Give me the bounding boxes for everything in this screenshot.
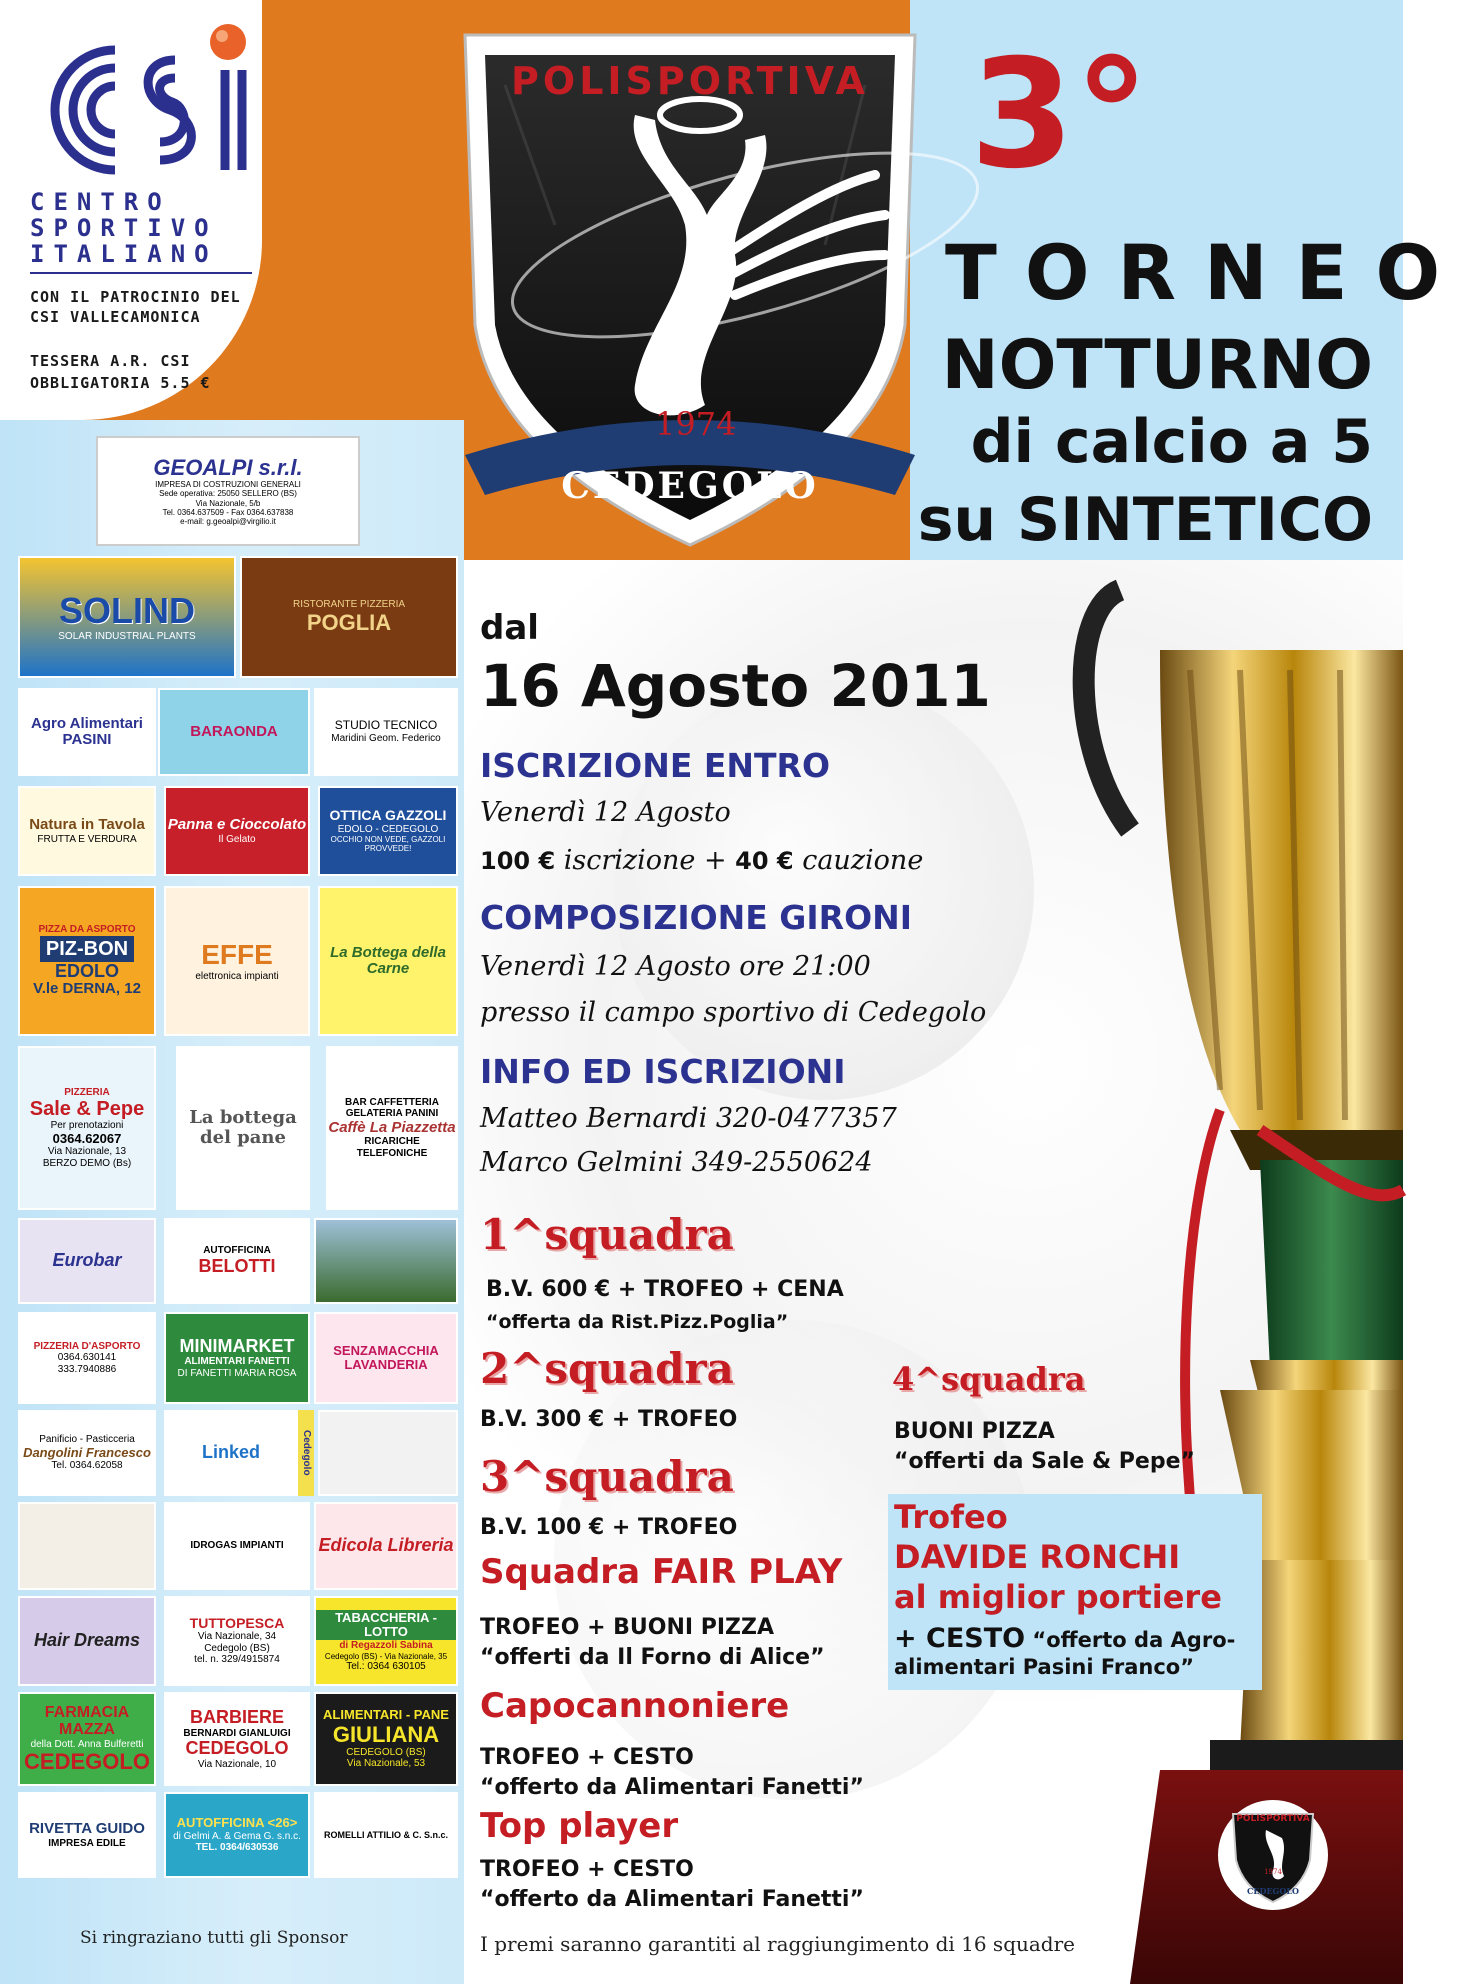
goalkeeper-heading-3: al miglior portiere — [894, 1578, 1222, 1616]
sponsor-panna-sub: Il Gelato — [218, 833, 256, 845]
sponsor-rivetta-sub: IMPRESA EDILE — [48, 1837, 126, 1849]
gironi-place: presso il campo sportivo di Cedegolo — [480, 997, 987, 1028]
cauzione-label: cauzione — [793, 845, 924, 876]
sponsor-pizbon-city: EDOLO — [54, 960, 119, 981]
sponsor-pizbon-sub: PIZZA DA ASPORTO — [38, 924, 136, 936]
sponsor-eurobar-name: Eurobar — [52, 1250, 122, 1271]
sponsor-jabach — [318, 1410, 458, 1496]
sponsor-baraonda-name: BARAONDA — [190, 722, 278, 740]
goalkeeper-cesto: + CESTO — [894, 1623, 1026, 1654]
sponsor-effe-sub: elettronica impianti — [195, 970, 279, 982]
sponsor-tabaccheria-owner: di Regazzoli Sabina — [339, 1640, 433, 1652]
sponsor-pizbon-name: PIZ-BON — [40, 936, 134, 962]
capocannoniere-heading: Capocannoniere — [480, 1686, 790, 1726]
sponsor-minimarket — [164, 1312, 310, 1404]
title-notturno: NOTTURNO — [941, 326, 1373, 405]
sponsor-solind-sub: SOLAR INDUSTRIAL PLANTS — [58, 631, 196, 643]
sponsor-linked-name: Linked — [201, 1442, 260, 1463]
sponsor-cedegolo-strip-text: Cedegolo — [300, 1430, 312, 1476]
fair-play-line-2: “offerti da Il Forno di Alice” — [480, 1645, 825, 1670]
sponsor-tuttopesca-addr: Via Nazionale, 34 — [197, 1631, 277, 1643]
prize-2-heading: 2^squadra — [480, 1344, 734, 1393]
shield-town: CEDEGOLO — [561, 465, 819, 507]
sponsor-studio-sub: Maridini Geom. Federico — [331, 733, 441, 745]
sponsor-piazzetta-head: BAR CAFFETTERIA GELATERIA PANINI — [345, 1096, 439, 1120]
sponsor-hair — [18, 1596, 156, 1686]
sponsor-bottega-pane-name: La bottega del pane — [189, 1107, 297, 1148]
trophy-badge-town: CEDEGOLO — [1247, 1886, 1299, 1896]
prize-1-line-2: “offerta da Rist.Pizz.Poglia” — [486, 1311, 789, 1333]
sponsor-tuttopesca-name: TUTTOPESCA — [189, 1615, 285, 1632]
sponsor-pasini — [18, 688, 156, 776]
sponsor-autofficina26-tel: TEL. 0364/630536 — [195, 1842, 279, 1854]
sponsor-natura-name: Natura in Tavola — [29, 816, 145, 833]
sponsor-barbiere-name: BARBIERE — [189, 1706, 284, 1727]
sponsor-geoalpi-tel: Tel. 0364.637509 - Fax 0364.637838 — [162, 507, 294, 517]
sponsor-barbiere-addr: Via Nazionale, 10 — [197, 1758, 277, 1770]
top-player-heading: Top player — [480, 1806, 679, 1846]
title-calcio: di calcio a 5 — [970, 407, 1373, 477]
sponsor-sale-pepe-sub: PIZZERIA — [64, 1086, 110, 1098]
sponsor-studio-decor — [18, 1502, 156, 1590]
sponsor-farmacia-name: FARMACIA MAZZA — [44, 1703, 130, 1739]
sponsor-romelli-name: ROMELLI ATTILIO & C. S.n.c. — [324, 1829, 448, 1840]
shield-name: POLISPORTIVA — [511, 59, 869, 103]
sponsor-tabaccheria-name: TABACCHERIA - LOTTO — [316, 1610, 456, 1641]
sponsor-geoalpi-name: GEOALPI s.r.l. — [153, 454, 303, 480]
top-player-line-2: “offerto da Alimentari Fanetti” — [480, 1887, 864, 1912]
sponsor-panna-name: Panna e Cioccolato — [167, 816, 307, 833]
iscrizione-fee-label: iscrizione + — [555, 845, 736, 876]
shield-year: 1974 — [655, 405, 737, 443]
sponsor-belotti — [164, 1218, 310, 1304]
sponsor-effe — [164, 886, 310, 1036]
sponsor-tuttopesca — [164, 1596, 310, 1686]
sponsor-cedegolo-strip — [298, 1410, 314, 1496]
sponsor-autofficina26-owner: di Gelmi A. & Gema G. s.n.c. — [173, 1830, 301, 1842]
sponsor-lavanderia — [314, 1312, 458, 1404]
trophy-icon — [1070, 570, 1403, 1984]
sponsor-edicola — [314, 1502, 458, 1590]
prize-3-heading: 3^squadra — [480, 1452, 734, 1501]
sponsor-geoalpi-mail: e-mail: g.geoalpi@virgilio.it — [180, 516, 276, 526]
contact-marco: Marco Gelmini 349-2550624 — [480, 1147, 873, 1178]
sponsor-linked — [164, 1410, 298, 1496]
sponsor-minimarket-sub: ALIMENTARI FANETTI — [184, 1356, 290, 1368]
sponsor-geoalpi — [96, 436, 360, 546]
trophy-badge-name: POLISPORTIVA — [1236, 1814, 1310, 1824]
trophy-badge-year: 1974 — [1264, 1868, 1282, 1876]
sponsor-sale-pepe-tel: 0364.62067 — [52, 1130, 122, 1146]
sponsor-studio-name: STUDIO TECNICO — [334, 718, 438, 733]
sponsor-bottega-carne — [318, 886, 458, 1036]
capocannoniere-line-2: “offerto da Alimentari Fanetti” — [480, 1775, 864, 1800]
sponsor-romelli — [314, 1792, 458, 1878]
tessera-line-1: TESSERA A.R. CSI — [30, 352, 191, 370]
gironi-date: Venerdì 12 Agosto ore 21:00 — [480, 951, 871, 982]
sponsor-giuliana-owner: GIULIANA — [332, 1721, 440, 1747]
prize-4-line-2: “offerti da Sale & Pepe” — [894, 1449, 1195, 1474]
csi-line-italiano: ITALIANO — [30, 240, 218, 268]
sponsor-giuliana — [314, 1692, 458, 1786]
sponsor-tabaccheria — [314, 1596, 458, 1686]
sponsor-rivetta — [18, 1792, 156, 1878]
tournament-word: TORNEO — [945, 228, 1468, 317]
sponsor-studio — [314, 688, 458, 776]
start-date: 16 Agosto 2011 — [480, 652, 991, 720]
sponsor-giuliana-addr: Via Nazionale, 53 — [346, 1758, 426, 1770]
sponsor-minimarket-name: MINIMARKET — [179, 1335, 295, 1356]
fair-play-heading: Squadra FAIR PLAY — [480, 1552, 843, 1592]
sponsor-forno-alice-name: PIZZERIA D'ASPORTO — [33, 1340, 141, 1352]
prize-2-line-1: B.V. 300 € + TROFEO — [480, 1407, 738, 1432]
sponsor-geoalpi-sub: IMPRESA DI COSTRUZIONI GENERALI — [155, 480, 301, 490]
prize-4-line-1: BUONI PIZZA — [894, 1419, 1055, 1444]
sponsor-bottega-pane — [176, 1046, 310, 1210]
sponsor-dangolini-tel: Tel. 0364.62058 — [51, 1460, 123, 1472]
goalkeeper-offer: “offerto da Agro- — [1025, 1628, 1236, 1652]
sponsor-minimarket-owner: DI FANETTI MARIA ROSA — [177, 1367, 297, 1379]
sponsor-geoalpi-addr1: Sede operativa: 25050 SELLERO (BS) — [159, 489, 297, 499]
sponsor-edicola-name: Edicola Libreria — [318, 1535, 454, 1556]
iscrizione-heading: ISCRIZIONE ENTRO — [480, 746, 830, 785]
sponsor-ottica-sub: EDOLO - CEDEGOLO — [337, 823, 439, 835]
sponsor-solind — [18, 556, 236, 678]
capocannoniere-line-1: TROFEO + CESTO — [480, 1745, 694, 1770]
goalkeeper-heading-1: Trofeo — [894, 1498, 1008, 1536]
sponsor-effe-name: EFFE — [201, 938, 273, 970]
sponsor-farmacia — [18, 1692, 156, 1786]
sponsor-poglia-sub: RISTORANTE PIZZERIA — [292, 599, 406, 611]
sponsor-lavanderia-name: SENZAMACCHIA LAVANDERIA — [333, 1342, 439, 1372]
sponsor-eurobar — [18, 1218, 156, 1304]
sponsor-idrogas-name: IDROGAS IMPIANTI — [190, 1540, 284, 1552]
sponsor-belotti-name: BELOTTI — [198, 1255, 276, 1276]
sponsor-ottica-name: OTTICA GAZZOLI — [329, 807, 447, 824]
prizes-guarantee: I premi saranno garantiti al raggiungimento di 16 squadre — [480, 1932, 1075, 1956]
sponsor-barbiere-owner: BERNARDI GIANLUIGI — [183, 1727, 291, 1739]
sponsor-thanks: Si ringraziano tutti gli Sponsor — [80, 1928, 348, 1948]
sponsor-sale-pepe-city: BERZO DEMO (Bs) — [42, 1157, 132, 1169]
sponsor-landscape — [314, 1218, 458, 1304]
tournament-edition: 3° — [970, 28, 1150, 202]
sponsor-sale-pepe-name: Sale & Pepe — [29, 1098, 145, 1121]
patrocinio-line-2: CSI VALLECAMONICA — [30, 308, 201, 326]
sponsor-tabaccheria-tel: Tel.: 0364 630105 — [346, 1660, 426, 1672]
sponsor-natura — [18, 786, 156, 876]
sponsor-tabaccheria-addr: Cedegolo (BS) - Via Nazionale, 35 — [324, 1651, 448, 1661]
sponsor-baraonda — [158, 688, 310, 776]
sponsor-barbiere-city: CEDEGOLO — [185, 1738, 289, 1758]
iscrizione-fee — [480, 846, 923, 876]
sponsor-farmacia-city: CEDEGOLO — [24, 1749, 150, 1775]
date-prefix: dal — [480, 608, 539, 648]
sponsor-giuliana-city: CEDEGOLO (BS) — [346, 1746, 426, 1758]
sponsor-poglia-name: POGLIA — [306, 609, 392, 635]
top-player-line-1: TROFEO + CESTO — [480, 1857, 694, 1882]
sponsor-autofficina26-name: AUTOFFICINA <26> — [176, 1815, 298, 1831]
sponsor-rivetta-name: RIVETTA GUIDO — [29, 1820, 145, 1837]
sponsor-sale-pepe-tel-label: Per prenotazioni — [50, 1120, 124, 1132]
goalkeeper-heading-2: DAVIDE RONCHI — [894, 1538, 1181, 1576]
sponsor-giuliana-name: ALIMENTARI - PANE — [323, 1707, 449, 1723]
sponsor-dangolini-name: Dangolini Francesco — [23, 1444, 151, 1460]
csi-divider — [30, 272, 252, 274]
sponsor-piazzetta-foot: RICARICHE TELEFONICHE — [356, 1136, 428, 1159]
gironi-heading: COMPOSIZIONE GIRONI — [480, 898, 913, 937]
prize-1-heading: 1^squadra — [480, 1210, 734, 1259]
sponsor-forno-alice — [18, 1312, 156, 1404]
sponsor-idrogas — [164, 1502, 310, 1590]
sponsor-forno-alice-cell: 333.7940886 — [57, 1363, 117, 1375]
csi-logo-icon — [20, 20, 260, 190]
sponsor-ottica-foot: OCCHIO NON VEDE, GAZZOLI PROVVEDE! — [330, 835, 446, 854]
sponsor-ottica — [318, 786, 458, 876]
sponsor-dangolini — [18, 1410, 156, 1496]
sponsor-tuttopesca-tel: tel. n. 329/4915874 — [194, 1654, 280, 1666]
iscrizione-fee-amount: 100 € — [480, 847, 556, 875]
sponsor-barbiere — [164, 1692, 310, 1786]
sponsor-hair-name: Hair Dreams — [33, 1630, 141, 1651]
sponsor-sale-pepe-addr: Via Nazionale, 13 — [47, 1146, 127, 1158]
sponsor-tuttopesca-city: Cedegolo (BS) — [204, 1642, 270, 1654]
csi-line-sportivo: SPORTIVO — [30, 214, 218, 242]
sponsor-solind-name: SOLIND — [58, 590, 195, 632]
polisportiva-shield-logo — [445, 25, 935, 555]
sponsor-natura-sub: FRUTTA E VERDURA — [37, 833, 137, 845]
contact-matteo: Matteo Bernardi 320-0477357 — [480, 1103, 897, 1134]
trophy-image — [1070, 570, 1403, 1984]
sponsor-piazzetta-name: Caffè La Piazzetta — [328, 1118, 456, 1136]
prize-3-line-1: B.V. 100 € + TROFEO — [480, 1515, 738, 1540]
sponsor-geoalpi-addr2: Via Nazionale, 5/b — [195, 498, 261, 508]
csi-line-centro: CENTRO — [30, 188, 171, 216]
sponsor-farmacia-owner: della Dott. Anna Bulferetti — [30, 1738, 144, 1750]
sponsor-sale-pepe — [18, 1046, 156, 1210]
sponsor-dangolini-sub: Panificio - Pasticceria — [39, 1434, 135, 1446]
sponsor-bottega-carne-name: La Bottega della Carne — [330, 943, 446, 977]
sponsor-panna — [164, 786, 310, 876]
sponsor-forno-alice-tel: 0364.630141 — [57, 1352, 117, 1364]
prize-4-heading: 4^squadra — [892, 1360, 1086, 1398]
goalkeeper-line-1 — [894, 1624, 1235, 1654]
sponsor-pizbon — [18, 886, 156, 1036]
goalkeeper-line-2: alimentari Pasini Franco” — [894, 1655, 1195, 1679]
sponsor-pizbon-addr: V.le DERNA, 12 — [33, 980, 141, 998]
iscrizione-date: Venerdì 12 Agosto — [480, 797, 731, 828]
sponsor-poglia — [240, 556, 458, 678]
prize-1-line-1: B.V. 600 € + TROFEO + CENA — [486, 1277, 844, 1302]
info-heading: INFO ED ISCRIZIONI — [480, 1052, 846, 1091]
cauzione-amount: 40 € — [735, 847, 794, 875]
soccer-ball-shade — [614, 680, 1034, 1100]
fair-play-line-1: TROFEO + BUONI PIZZA — [480, 1615, 774, 1640]
sponsor-pasini-name: Agro Alimentari PASINI — [31, 714, 143, 748]
patrocinio-line-1: CON IL PATROCINIO DEL — [30, 288, 241, 306]
sponsor-belotti-head: AUTOFFICINA — [203, 1245, 271, 1257]
trophy-badge — [1218, 1800, 1328, 1910]
tessera-line-2: OBBLIGATORIA 5.5 € — [30, 374, 211, 392]
sponsor-autofficina26 — [164, 1792, 310, 1878]
sponsor-piazzetta — [326, 1046, 458, 1210]
title-sintetico: su SINTETICO — [917, 485, 1373, 555]
